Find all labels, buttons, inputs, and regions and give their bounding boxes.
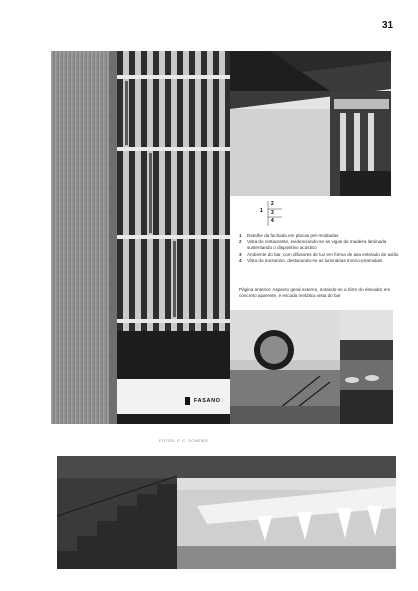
facade-photo xyxy=(51,51,230,424)
mezzanine-photo xyxy=(340,310,393,424)
facade-photo-drawing xyxy=(51,51,230,424)
bar-photo xyxy=(230,310,340,424)
staircase-photo xyxy=(57,456,396,569)
photo-captions xyxy=(239,233,399,264)
key-label-4: 4 xyxy=(271,218,274,224)
staircase-photo-drawing xyxy=(57,456,396,569)
fasano-logo-icon xyxy=(185,397,190,405)
fasano-sign: FASANO xyxy=(194,398,221,404)
mezzanine-photo-drawing xyxy=(340,310,393,424)
key-label-2: 2 xyxy=(271,201,274,207)
caption-number: 1 xyxy=(239,233,242,238)
previous-page-note: Página anterior: Aspecto geral externo, notando-se a tôrre do elevador em concreto aparente, e escada metálica vista do bar xyxy=(239,287,391,299)
restaurant-photo xyxy=(230,51,391,196)
caption-row xyxy=(239,239,399,251)
restaurant-photo-drawing xyxy=(230,51,391,196)
caption-text: Ambiente do bar, com difusores de luz em forma de asa entelado de avião xyxy=(247,251,399,257)
caption-row xyxy=(239,258,399,264)
photo-credit: FOTOS: P. C. SCHEIER xyxy=(159,438,209,443)
bar-photo-drawing xyxy=(230,310,340,424)
caption-number: 2 xyxy=(239,239,242,245)
key-label-3: 3 xyxy=(271,210,274,216)
photo-key-diagram xyxy=(260,200,290,226)
caption-number: 4 xyxy=(239,257,242,263)
caption-text: Vista do restaurante, evidenciando-se as vigas de madeira laminada sustentando o dispositivo acústico xyxy=(247,239,387,251)
page-number: 31 xyxy=(382,20,394,31)
caption-number: 3 xyxy=(239,251,242,257)
key-label-1: 1 xyxy=(260,208,263,214)
photo-key-lines xyxy=(260,200,290,226)
caption-text: Detalhe da fachada em placas pré-moldadas xyxy=(247,233,339,238)
caption-text: Vista do mezanino, destacando-se as luminárias tronco-piramidais xyxy=(247,257,383,263)
